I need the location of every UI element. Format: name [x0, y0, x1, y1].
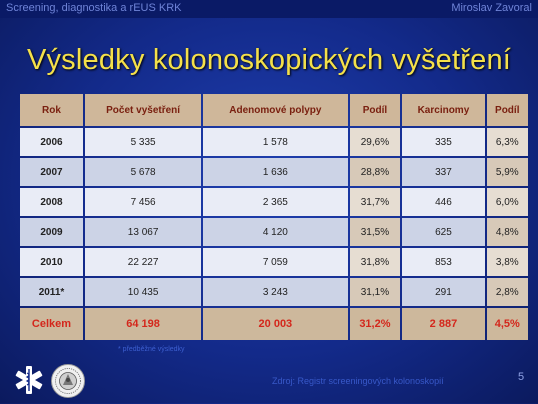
- cell-total-carcinoma-share: 4,5%: [487, 308, 528, 340]
- cell-carcinoma-share: 2,8%: [487, 278, 528, 306]
- cell-count: 22 227: [85, 248, 201, 276]
- cell-year: 2008: [20, 188, 83, 216]
- cell-year: 2006: [20, 128, 83, 156]
- cell-carcinoma: 291: [402, 278, 484, 306]
- cell-adenoma-share: 31,1%: [350, 278, 401, 306]
- cell-carcinoma: 625: [402, 218, 484, 246]
- table-row: [20, 278, 528, 306]
- cell-count: 5 678: [85, 158, 201, 186]
- cell-year: 2010: [20, 248, 83, 276]
- table-row: [20, 128, 528, 156]
- cell-count: 13 067: [85, 218, 201, 246]
- cell-carcinoma-share: 3,8%: [487, 248, 528, 276]
- cell-total-label: Celkem: [20, 308, 83, 340]
- cell-adenoma-share: 29,6%: [350, 128, 401, 156]
- cell-adenoma: 7 059: [203, 248, 347, 276]
- col-header-podil-2: Podíl: [487, 94, 528, 126]
- cell-total-adenoma-share: 31,2%: [350, 308, 401, 340]
- cell-total-carcinoma: 2 887: [402, 308, 484, 340]
- header-bar: [0, 0, 538, 18]
- footnote: * předběžné výsledky: [118, 346, 185, 353]
- cell-adenoma: 1 636: [203, 158, 347, 186]
- cell-count: 5 335: [85, 128, 201, 156]
- col-header-pocet: Počet vyšetření: [85, 94, 201, 126]
- cell-adenoma: 2 365: [203, 188, 347, 216]
- page-number: 5: [518, 371, 525, 383]
- cell-carcinoma: 446: [402, 188, 484, 216]
- col-header-adenomove: Adenomové polypy: [203, 94, 347, 126]
- header-left-text: Screening, diagnostika a rEUS KRK: [6, 2, 182, 14]
- cell-adenoma: 1 578: [203, 128, 347, 156]
- cell-adenoma: 4 120: [203, 218, 347, 246]
- medical-star-of-life-icon: [12, 363, 46, 402]
- cell-adenoma-share: 31,5%: [350, 218, 401, 246]
- cell-adenoma-share: 28,8%: [350, 158, 401, 186]
- table-row: [20, 218, 528, 246]
- slide-title: Výsledky kolonoskopických vyšetření: [26, 44, 512, 76]
- cell-carcinoma-share: 6,0%: [487, 188, 528, 216]
- cell-carcinoma-share: 4,8%: [487, 218, 528, 246]
- table-row: [20, 158, 528, 186]
- header-right-text: Miroslav Zavoral: [451, 2, 532, 14]
- cell-carcinoma: 335: [402, 128, 484, 156]
- cell-adenoma-share: 31,7%: [350, 188, 401, 216]
- cell-total-adenoma: 20 003: [203, 308, 347, 340]
- col-header-karcinomy: Karcinomy: [402, 94, 484, 126]
- cell-year: 2009: [20, 218, 83, 246]
- cell-count: 7 456: [85, 188, 201, 216]
- cell-total-count: 64 198: [85, 308, 201, 340]
- cell-carcinoma: 337: [402, 158, 484, 186]
- table-total-row: [20, 308, 528, 340]
- table-row: [20, 248, 528, 276]
- cell-carcinoma-share: 5,9%: [487, 158, 528, 186]
- university-seal-icon: [50, 363, 86, 404]
- cell-adenoma: 3 243: [203, 278, 347, 306]
- table-row: [20, 188, 528, 216]
- source-text: Zdroj: Registr screeningových kolonoskopií: [272, 376, 444, 386]
- cell-year: 2007: [20, 158, 83, 186]
- col-header-rok: Rok: [20, 94, 83, 126]
- cell-year: 2011*: [20, 278, 83, 306]
- table-header-row: [20, 94, 528, 126]
- col-header-podil-1: Podíl: [350, 94, 401, 126]
- results-table: [18, 92, 530, 342]
- cell-carcinoma: 853: [402, 248, 484, 276]
- cell-adenoma-share: 31,8%: [350, 248, 401, 276]
- cell-count: 10 435: [85, 278, 201, 306]
- cell-carcinoma-share: 6,3%: [487, 128, 528, 156]
